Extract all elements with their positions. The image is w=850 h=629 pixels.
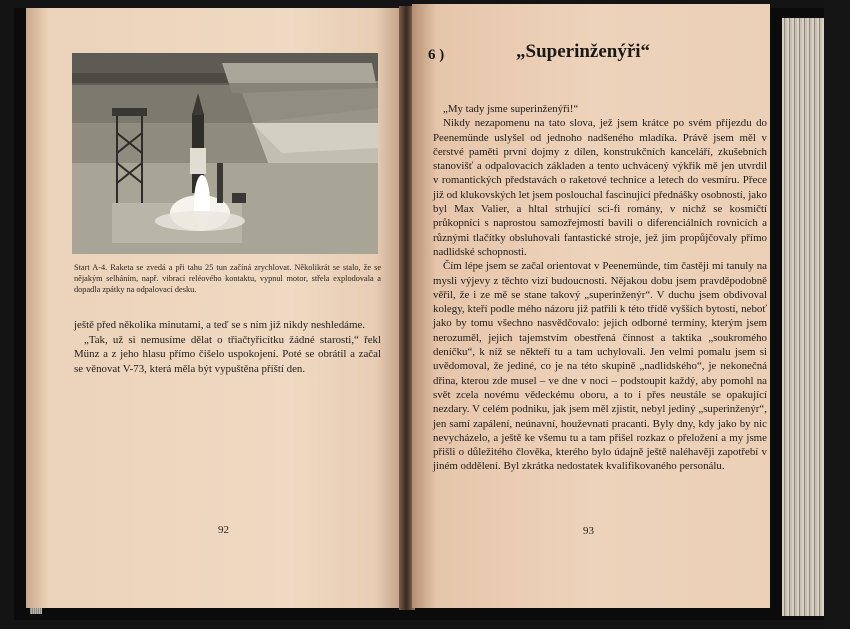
left-paragraph: ještě před několika minutami, a teď se s ním již nikdy neshledáme. <box>74 319 366 331</box>
background-edge <box>824 0 850 629</box>
page-number-right: 93 <box>583 525 594 537</box>
right-paragraph: „My tady jsme superinženýři!“ <box>443 103 579 115</box>
page-number-left: 92 <box>218 524 229 536</box>
left-page-body <box>74 318 381 376</box>
chapter-title: „Superinženýři“ <box>516 41 651 62</box>
right-paragraph: Nikdy nezapomenu na tato slova, jež jsem krátce po svém příjezdu do Peenemünde uslyšel od jednoho nadšeného mladíka. Právě jsem měl v čerstvé paměti první dojmy z dílen, konstrukčních kanceláří, zkušebních stanovišť a odpalovacích základen a tento uchvácený výkřik mě jen utvrdil v romantických představách o raketové technice a letech do vesmíru. Přece již od klukovských let jsem poslouchal fascinující přednášky osobností, jako byl Max Valier, a hltal strhující sci-fi romány, v nichž se kosmičtí průkopníci s naprostou samozřejmostí bavili o diferenciálních rovnicích a různými tlačítky obsluhovali fantastické stroje, jež jim propůjčovaly přímo nadlidské schopnosti. <box>433 117 767 258</box>
rocket-launch-photo <box>72 53 378 254</box>
left-paragraph: „Tak, už si nemusíme dělat o třiačtyřicítku žádné starosti,“ řekl Münz a z jeho hlasu přímo čišelo uspokojení. Poté se obrátil a začal se věnovat V-73, která měla být vypuštěna příští den. <box>74 333 381 375</box>
chapter-number: 6 ) <box>428 47 445 63</box>
right-paragraph: Čím lépe jsem se začal orientovat v Peenemünde, tím častěji mi tanuly na mysli výjevy z těchto vizí budoucnosti. Nějakou dobu jsem pravděpodobně věřil, že i ze mě se stane takový „superinženýr“. V duchu jsem obdivoval kolegy, kteří podle mého názoru již patřili k této třídě vyšších bytostí, neboť jako by tomu všechno nasvědčovalo: jejich odborné termíny, kterým jsem nerozuměl, jejich tajemstvím obestřená činnost a taktika „soukromého deníčku“, k níž se někteří tu a tam uchylovali. Jen velmi pomalu jsem si uvědomoval, že jediné, co je na této skupině „nadlidského“, je nekonečná dřina, kterou zde musel – ve dne v noci – podstoupit každý, aby pomohl na svět zcela novému vědeckému oboru, a to i přes neustále se opakující nezdary. V celém podniku, jak jsem měl zjistit, nebyl jediný „superinženýr“, jen samí zapálení, neúnavní, houževnatí pracanti. Byly dny, kdy jako by nic nevycházelo, a ještě ke všemu tu a tam přišel rozkaz o přeložení a my jsme přišli o důležitého člověka, kterého bylo údajně ještě naléhavěji zapotřebí v jiném oddělení. Byl zkrátka nedostatek kvalifikovaného personálu. <box>433 260 767 473</box>
photo-caption: Start A-4. Raketa se zvedá a při tahu 25 tun začíná zrychlovat. Několikrát se stalo, že se nějakým selháním, např. vibrací reléového kontaktu, vypnul motor, střela explodovala a dopadla zpátky na odpalovací desku. <box>74 263 381 295</box>
right-page-body <box>433 102 767 474</box>
